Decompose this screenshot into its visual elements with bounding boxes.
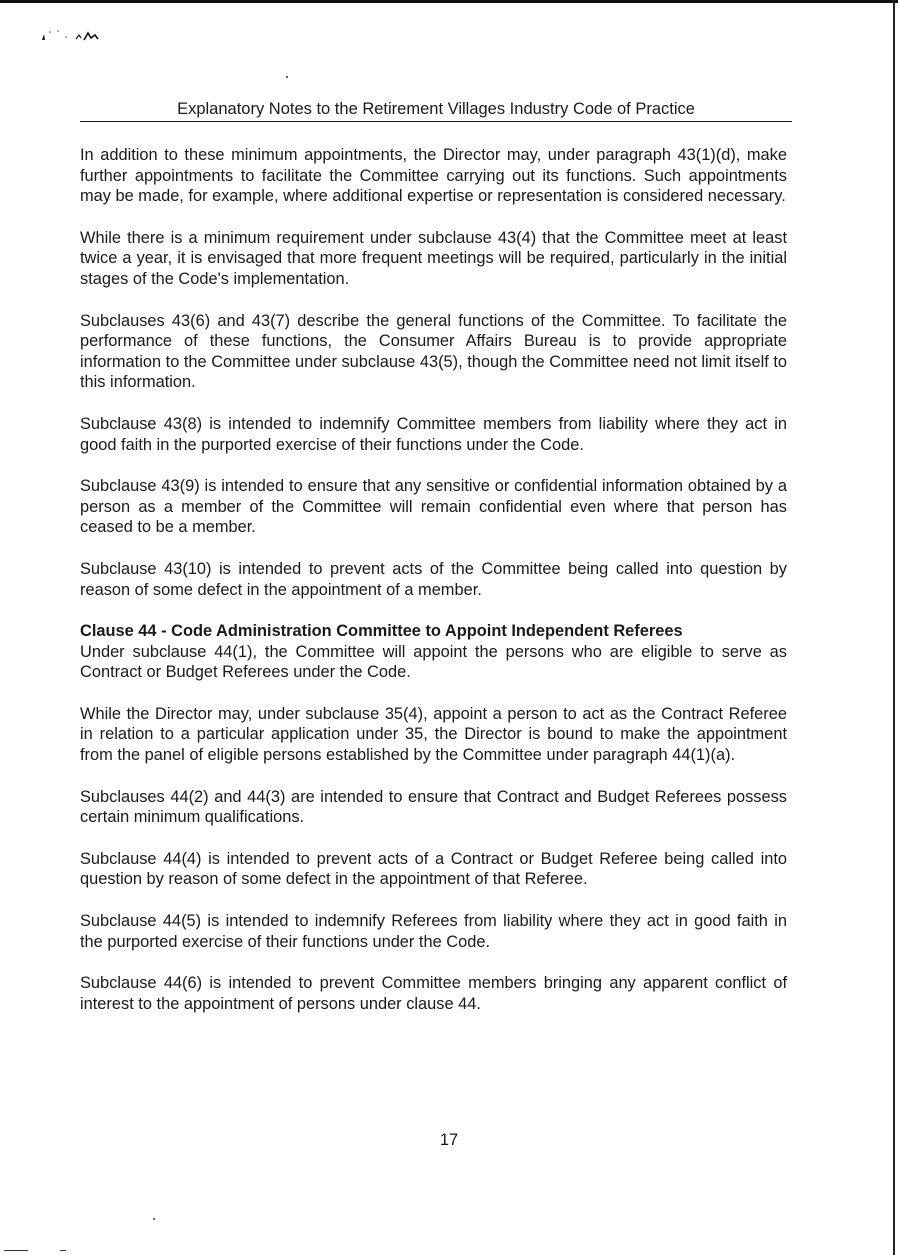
scan-edge-mark <box>4 1250 28 1251</box>
scan-edge-mark <box>60 1250 66 1251</box>
scan-artifact-mark <box>40 28 104 44</box>
page-top-edge <box>0 0 898 3</box>
body-paragraph: Under subclause 44(1), the Committee will appoint the persons who are eligible to serve as Contract or Budget Referees under the Code. <box>80 642 787 682</box>
running-header: Explanatory Notes to the Retirement Villages Industry Code of Practice <box>80 99 792 122</box>
scan-dot <box>286 76 288 78</box>
body-paragraph: While the Director may, under subclause 35(4), appoint a person to act as the Contract Referee in relation to a particular application under 35, the Director is bound to make the appointment from the panel of eligible persons established by the Committee under paragraph 44(1)(a). <box>80 704 787 765</box>
document-body <box>80 145 787 1035</box>
page-right-edge <box>893 0 895 1255</box>
section-heading: Clause 44 - Code Administration Committee to Appoint Independent Referees <box>80 622 683 641</box>
body-paragraph: Subclause 44(5) is intended to indemnify Referees from liability where they act in good faith in the purported exercise of their functions under the Code. <box>80 912 787 951</box>
body-paragraph: Subclauses 44(2) and 44(3) are intended to ensure that Contract and Budget Referees possess certain minimum qualifications. <box>80 787 787 827</box>
body-paragraph: In addition to these minimum appointments, the Director may, under paragraph 43(1)(d), make further appointments to facilitate the Committee carrying out its functions. Such appointments may be made, for example, where additional expertise or representation is considered necessary. <box>80 146 787 206</box>
body-paragraph: While there is a minimum requirement under subclause 43(4) that the Committee meet at least twice a year, it is envisaged that more frequent meetings will be required, particularly in the initial stages of the Code's implementation. <box>80 228 787 288</box>
body-paragraph: Subclause 43(10) is intended to prevent acts of the Committee being called into question by reason of some defect in the appointment of a member. <box>80 559 787 599</box>
body-paragraph: Subclause 43(9) is intended to ensure that any sensitive or confidential information obtained by a person as a member of the Committee will remain confidential even where that person has ceased to be a member. <box>80 477 787 537</box>
body-paragraph: Subclause 44(6) is intended to prevent Committee members bringing any apparent conflict of interest to the appointment of persons under clause 44. <box>80 974 787 1013</box>
page-number: 17 <box>439 1131 459 1149</box>
scan-dot <box>153 1218 155 1220</box>
body-paragraph: Subclause 44(4) is intended to prevent acts of a Contract or Budget Referee being called into question by reason of some defect in the appointment of that Referee. <box>80 849 787 889</box>
body-paragraph: Subclauses 43(6) and 43(7) describe the general functions of the Committee. To facilitate the performance of these functions, the Consumer Affairs Bureau is to provide appropriate information to the Committee under subclause 43(5), though the Committee need not limit itself to this information. <box>80 311 787 392</box>
body-paragraph: Subclause 43(8) is intended to indemnify Committee members from liability where they act in good faith in the purported exercise of their functions under the Code. <box>80 414 787 454</box>
